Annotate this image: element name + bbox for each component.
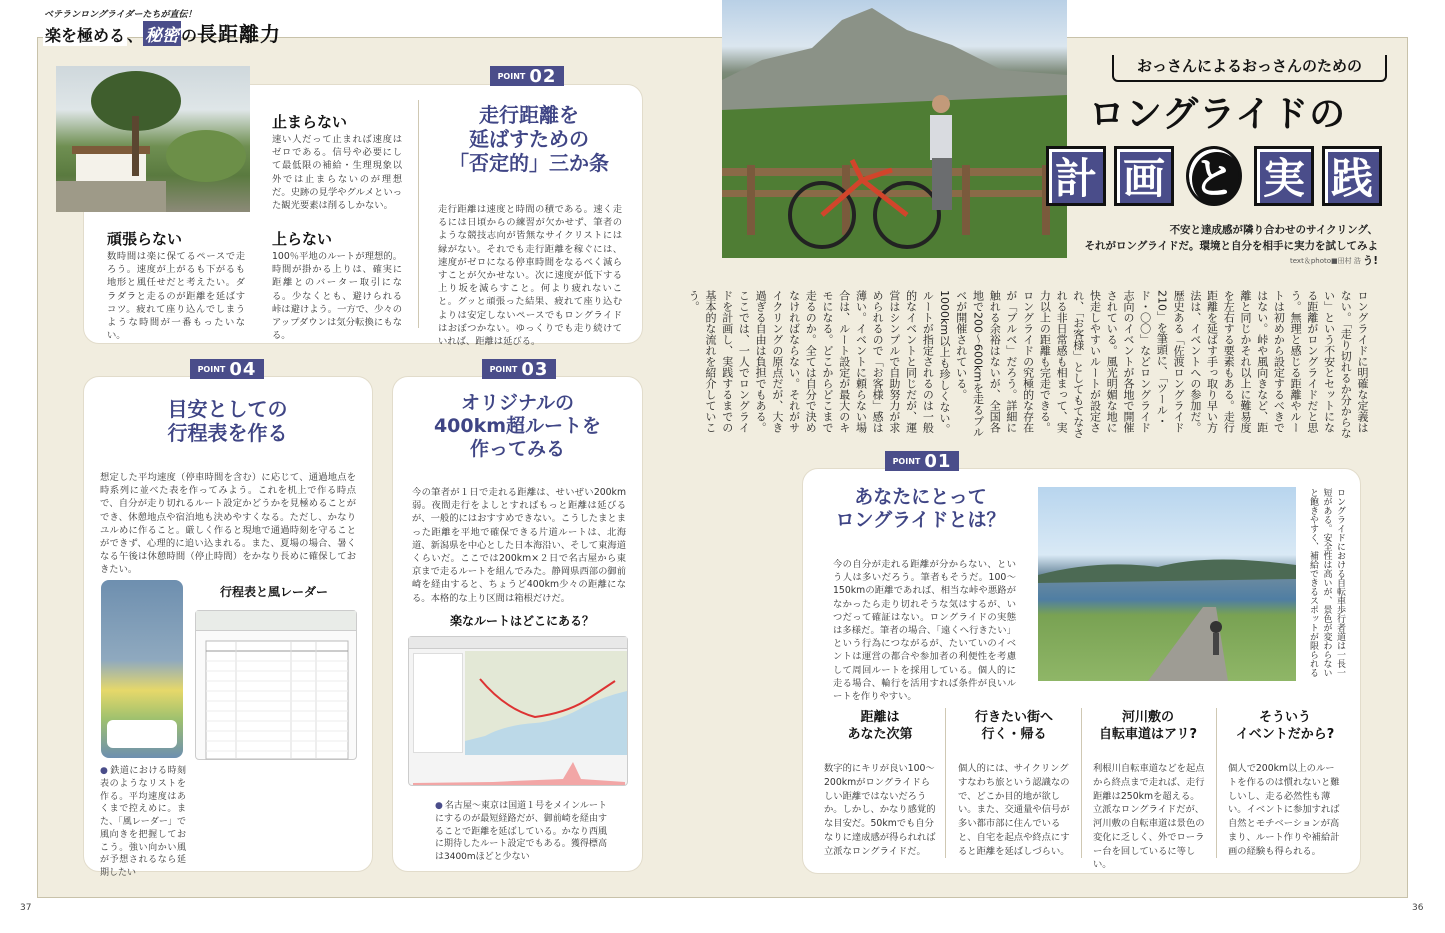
route-map [465, 651, 627, 755]
point03-badge: POINT 03 [482, 359, 556, 379]
hero-credit: text＆photo■田村 浩 [1290, 257, 1361, 265]
point04-figure-title: 行程表と風レーダー [220, 585, 329, 599]
hero-kicker: おっさんによるおっさんのための [1112, 55, 1387, 82]
col2-text: 個人的には、サイクリングすなわち旅という認識なので、どこか目的地が欲しい。また、交通量や信号が多い都市部に住んでいると、自宅を起点や終点にすると距離を延ばしづらい。 [958, 763, 1070, 857]
heading-tomaranai: 止まらない [272, 113, 348, 131]
station-photo [56, 66, 250, 212]
vertical-intro-article: ロングライドに明確な定義はない。「走り切れるか分からない」という不安とセットになる距離がロングライドだと思う。無理と感じる距離やルートは初めから設定するべきではない。峠や風向きなど、距離と同じかそれ以上に難易度を左右する要素もある。走行距離を延ばす手っ取り早い方法は、イベントへの参加だ。歴史ある「佐渡ロングライド210」を筆頭に、「ツール・ド・〇〇」などロングライド志向のイベントが各地で開催されている。風光明媚な地に快走しやすいルートが設定され、「お客様」としてもてなされる非日常感も相まって、実力以上の距離も完走できる。ロングライドの究極的な存在が「ブルベ」だろう。詳細に触れる余裕はないが、全国各地で200〜600kmを走るブルベが開催されている。1000km以上も珍しくない。ルートが指定されるのは一般的なイベントと同じだが、運営はシンプルで自助努力が求められるので「お客様」感は薄い。イベントに頼らない場合は、ルート設定が最大のキモになる。どこからどこまで走るのか。全ては自分で決めなければならない。それがサイクリングの原点だが、大き過ぎる自由は負担でもある。ここでは、一人でロングライドを計画し、実践するまでの基本的な流れを紹介していこう。 [687, 290, 1369, 439]
title-dot: 、 [127, 26, 144, 45]
point02-title: 走行距離を 延ばすための 「否定的」三か条 [449, 103, 609, 175]
page-series-title [43, 18, 281, 47]
hero-kanji-kei: 計 [1046, 146, 1106, 206]
timetable-screenshot [195, 610, 357, 760]
route-sidebar [413, 653, 463, 753]
elevation-profile [413, 757, 625, 785]
col4-text: 個人で200km以上のルートを作るのは慣れないと難しいし、走る必然性も薄い。イベントに参加すれば自然とモチベーションが高まり、ルート作りや補給計画の経験も得られる。 [1228, 763, 1340, 857]
col4-title: そういう イベントだから? [1235, 710, 1335, 742]
hero-kanji-jitsu: 実 [1254, 146, 1314, 206]
card-divider [418, 100, 419, 328]
station-photo-art [56, 66, 250, 212]
col2-title: 行きたい街へ 行く・帰る [974, 710, 1053, 742]
wind-radar-phone [101, 580, 183, 758]
hero-cyclist-photo [722, 0, 1067, 258]
col-divider-2 [1081, 708, 1082, 858]
hero-title: ロングライドの [1088, 94, 1347, 135]
river-path-photo [1038, 487, 1296, 681]
timetable-toolbar [196, 611, 356, 631]
title-part3: の [181, 26, 198, 45]
point01-badge: POINT 01 [885, 451, 959, 471]
page-number-right: 36 [1412, 903, 1424, 913]
point03-figure-title: 楽なルートはどこにある？ [450, 614, 595, 628]
hero-lead-2: それがロングライドだ。環境と自分を相手に実力を試してみよう! [1084, 240, 1378, 267]
header-kicker: ベテランロングライダーたちが直伝！ [44, 10, 197, 20]
point04-title: 目安としての 行程表を作る [167, 397, 288, 445]
phone-ui-strip [107, 720, 177, 748]
hero-lead-1: 不安と達成感が隣り合わせのサイクリング、 [1169, 224, 1378, 236]
title-part2: 秘密 [143, 21, 181, 46]
point01-vertical-caption: ロングライドにおける自転車歩行者道は一長一短がある。安全性は高いが、景色が変わらないと飽きやすく、補給できるスポットが限られる [1308, 488, 1345, 677]
hero-kanji-sen: 践 [1322, 146, 1382, 206]
point03-caption: ● 名古屋〜東京は国道１号をメインルートにするのが最短経路だが、御前崎を経由することで距離を延ばしている。かなり西風に期待したルート設定でもある。獲得標高は3400mほどと少ない [435, 800, 607, 862]
hero-photo-art [722, 0, 1067, 258]
title-part4: 長距離力 [197, 22, 282, 46]
point04-text: 想定した平均速度（停車時間を含む）に応じて、通過地点を時系列に並べた表を作ってみよう。これを机上で作る時点で、自分が走り切れるルート設定かどうかを見極めることができ、休憩地点や宿泊地も決めやすくなる。ただし、かなりユルめに作ること。厳しく作ると現地で通過時刻を守ることができず、心理的に追い込まれる。また、夏場の場合、暑くなる午後は休憩時間（停止時間）をかなり長めに確保しておきたい。 [100, 472, 356, 576]
point02-badge: POINT 02 [490, 66, 564, 86]
col3-text: 利根川自転車道などを起点から終点まで走れば、走行距離は250kmを超える。立派なロングライドだが、河川敷の自転車道は景色の変化に乏しく、外でローラー台を回しているに等しい。 [1093, 763, 1205, 871]
point04-caption: ● 鉄道における時刻表のようなリストを作る。平均速度はあくまで控えめに。また、「風レーダー」で風向きを把握しておこう。強い向かい風が予想されるなら延期したい [100, 765, 186, 860]
hero-kanji-ga: 画 [1114, 146, 1174, 206]
route-map-screenshot [408, 636, 628, 786]
text-ganbaranai: 数時間は楽に保てるペースで走ろう。速度が上がるも下がるも地形と風任せだと考えたい。ダラダラと走るのが距離を延ばすコツ。疲れて座り込んでしまうような時間が一番もったいない。 [107, 251, 245, 342]
point01-title: あなたにとって ロングライドとは？ [835, 486, 1006, 531]
col-divider-1 [945, 708, 946, 858]
col1-title: 距離は あなた次第 [847, 710, 913, 742]
col-divider-3 [1216, 708, 1217, 858]
point03-title: オリジナルの 400km超ルートを 作ってみる [433, 392, 602, 460]
hero-kanji-to: と [1186, 146, 1242, 206]
heading-ganbaranai: 頑張らない [107, 230, 183, 248]
col1-text: 数字的にキリが良い100〜200kmがロングライドらしい距離ではないだろうか。しかし、かなり感覚的な目安だ。50kmでも自分なりに達成感が得られれば立派なロングライドだ。 [824, 763, 936, 857]
heading-noboranai: 上らない [272, 230, 333, 248]
point01-text: 今の自分が走れる距離が分からない、という人は多いだろう。筆者もそうだ。100〜150kmの距離であれば、相当な峠や悪路がなかったら走り切れそうな気はするが、いつだって確証はない。ロングライドの実態は多様だ。筆者の場合、「遠くへ行きたい」という行為につながるが、たいていのイベントは運営の都合や参加者の利便性を考慮して周回ルートを採用している。個人的に走る場合、輪行を活用すれば条件が良いルートを作りやすい。 [833, 559, 1016, 702]
point03-text: 今の筆者が１日で走れる距離は、せいぜい200km弱。夜間走行をよしとすればもっと距離は延びるが、一般的にはおすすめできない。こうしたまとまった距離を平地で確保できる片道ルートは、北海道、新潟県を中心とした日本海沿い、そして東海道くらいだ。ここでは200km×２日で名古屋から東京まで走るルートを組んでみた。静岡県西部の御前崎を経由すると、ちょうど400km少々の距離になる。本格的な上り区間は箱根だけだ。 [412, 487, 626, 604]
text-noboranai: 100％平地のルートが理想的。時間が掛かる上りは、確実に距離とのバーター取引になる。少なくとも、避けられる峠は避けよう。一方で、少々のアップダウンは気分転換にもなる。 [272, 251, 402, 342]
col3-title: 河川敷の 自転車道はアリ? [1098, 710, 1198, 742]
page-number-left: 37 [20, 903, 32, 913]
text-tomaranai: 速い人だって止まれば速度はゼロである。信号や必要にして最低限の補給・生理現象以外では止まらないのが理想だ。史跡の見学やグルメといった観光要素は削るしかない。 [272, 134, 402, 211]
point02-text: 走行距離は速度と時間の積である。速く走るには日頃からの練習が欠かせず、筆者のような競技志向が皆無なサイクリストには縁がない。それでも走行距離を稼ぐには、速度がゼロになる停車時間をなるべく減らすことが欠かせない。次に速度が低下する上り坂を減らすこと。何より疲れないこと。グッと頑張った結果、疲れて座り込むよりは安定しないペースでもロングライドはおぼつかない。ゆっくりでも走り続けていれば、距離は延びる。 [438, 204, 622, 347]
timetable-grid [196, 631, 358, 761]
title-part1: 楽を極める [43, 23, 127, 46]
river-photo-art [1038, 487, 1296, 681]
route-map-titlebar [409, 637, 627, 649]
point04-badge: POINT 04 [190, 359, 264, 379]
